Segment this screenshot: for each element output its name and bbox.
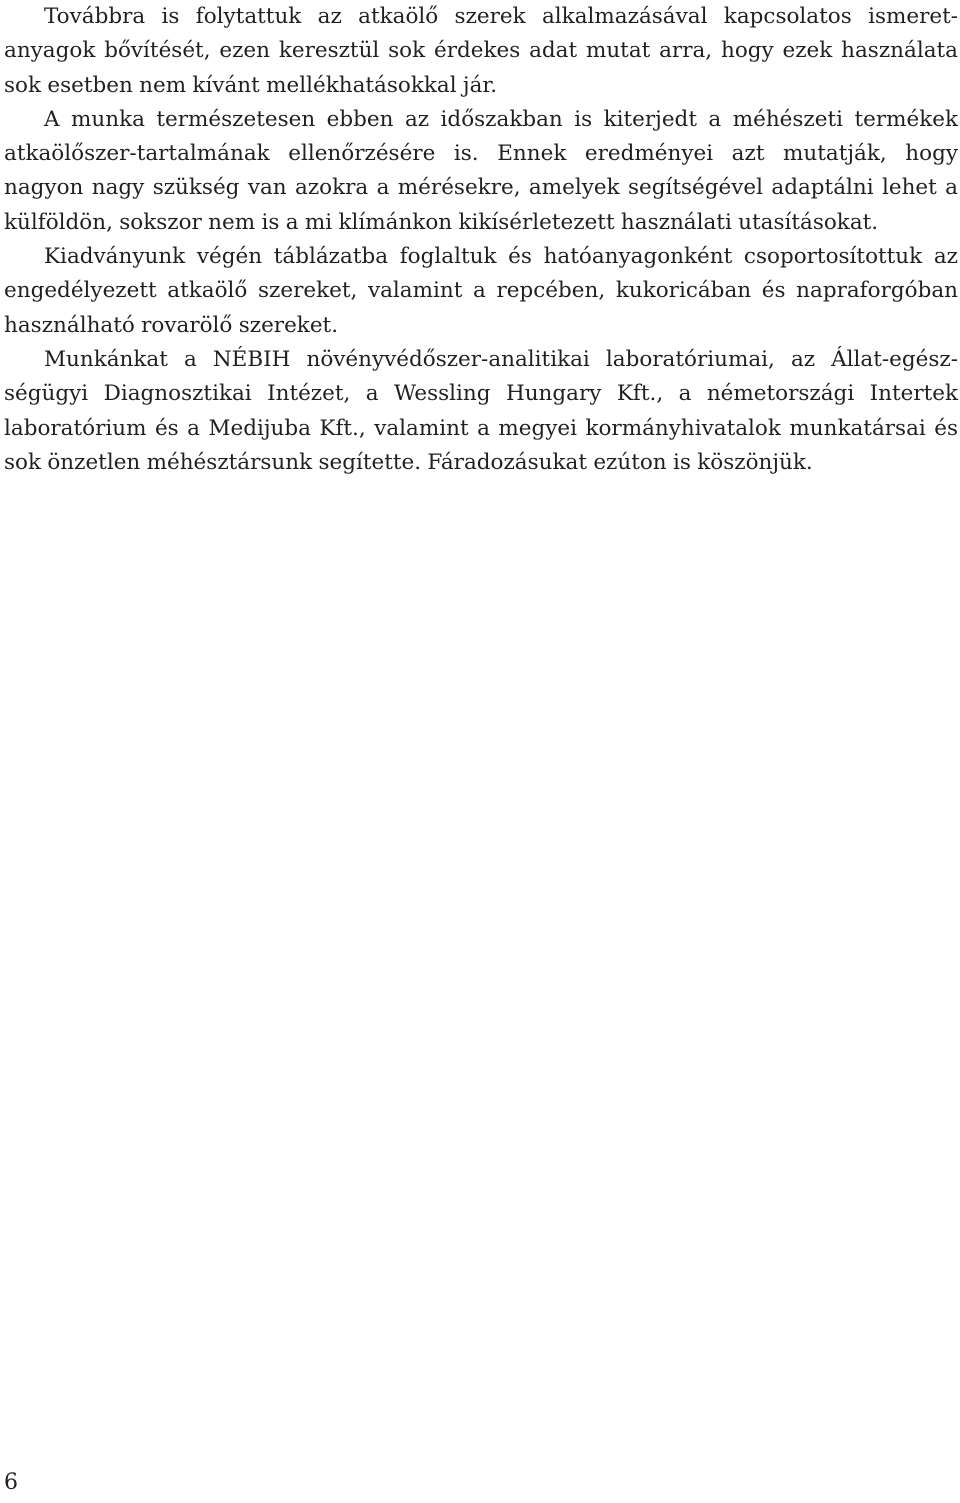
- page-number: 6: [4, 1470, 18, 1495]
- body-text: [4, 0, 958, 480]
- paragraph-3: Kiadványunk végén táblázatba foglaltuk és hatóanyagonként csoportosítottuk az engedélyezett atkaölő szereket, valamint a repcében, kukoricában és napraforgóban használható rovarölő szereket.: [4, 244, 958, 338]
- paragraph-2: A munka természetesen ebben az időszakban is kiterjedt a méhészeti termékek atkaölőszer-tartalmának ellenőrzésére is. Ennek eredményei azt mutatják, hogy nagyon nagy szükség van azokra a mérésekre, amelyek segítségével adaptálni lehet a külföldön, sokszor nem is a mi klímánkon kikísérletezett használati utasításokat.: [4, 106, 958, 235]
- paragraph-4: Munkánkat a NÉBIH növényvédőszer-analitikai laboratóriumai, az Állat-egészségügyi Diagnosztikai Intézet, a Wessling Hungary Kft., a németországi Intertek laboratórium és a Medijuba Kft., valamint a megyei kormányhivatalok munkatársai és sok önzetlen méhésztársunk segítette. Fáradozásukat ezúton is köszönjük.: [4, 346, 958, 475]
- paragraph-1: Továbbra is folytattuk az atkaölő szerek alkalmazásával kapcsolatos ismeretanyagok bővítését, ezen keresztül sok érdekes adat mutat arra, hogy ezek használata sok esetben nem kívánt mellékhatásokkal jár.: [4, 4, 958, 98]
